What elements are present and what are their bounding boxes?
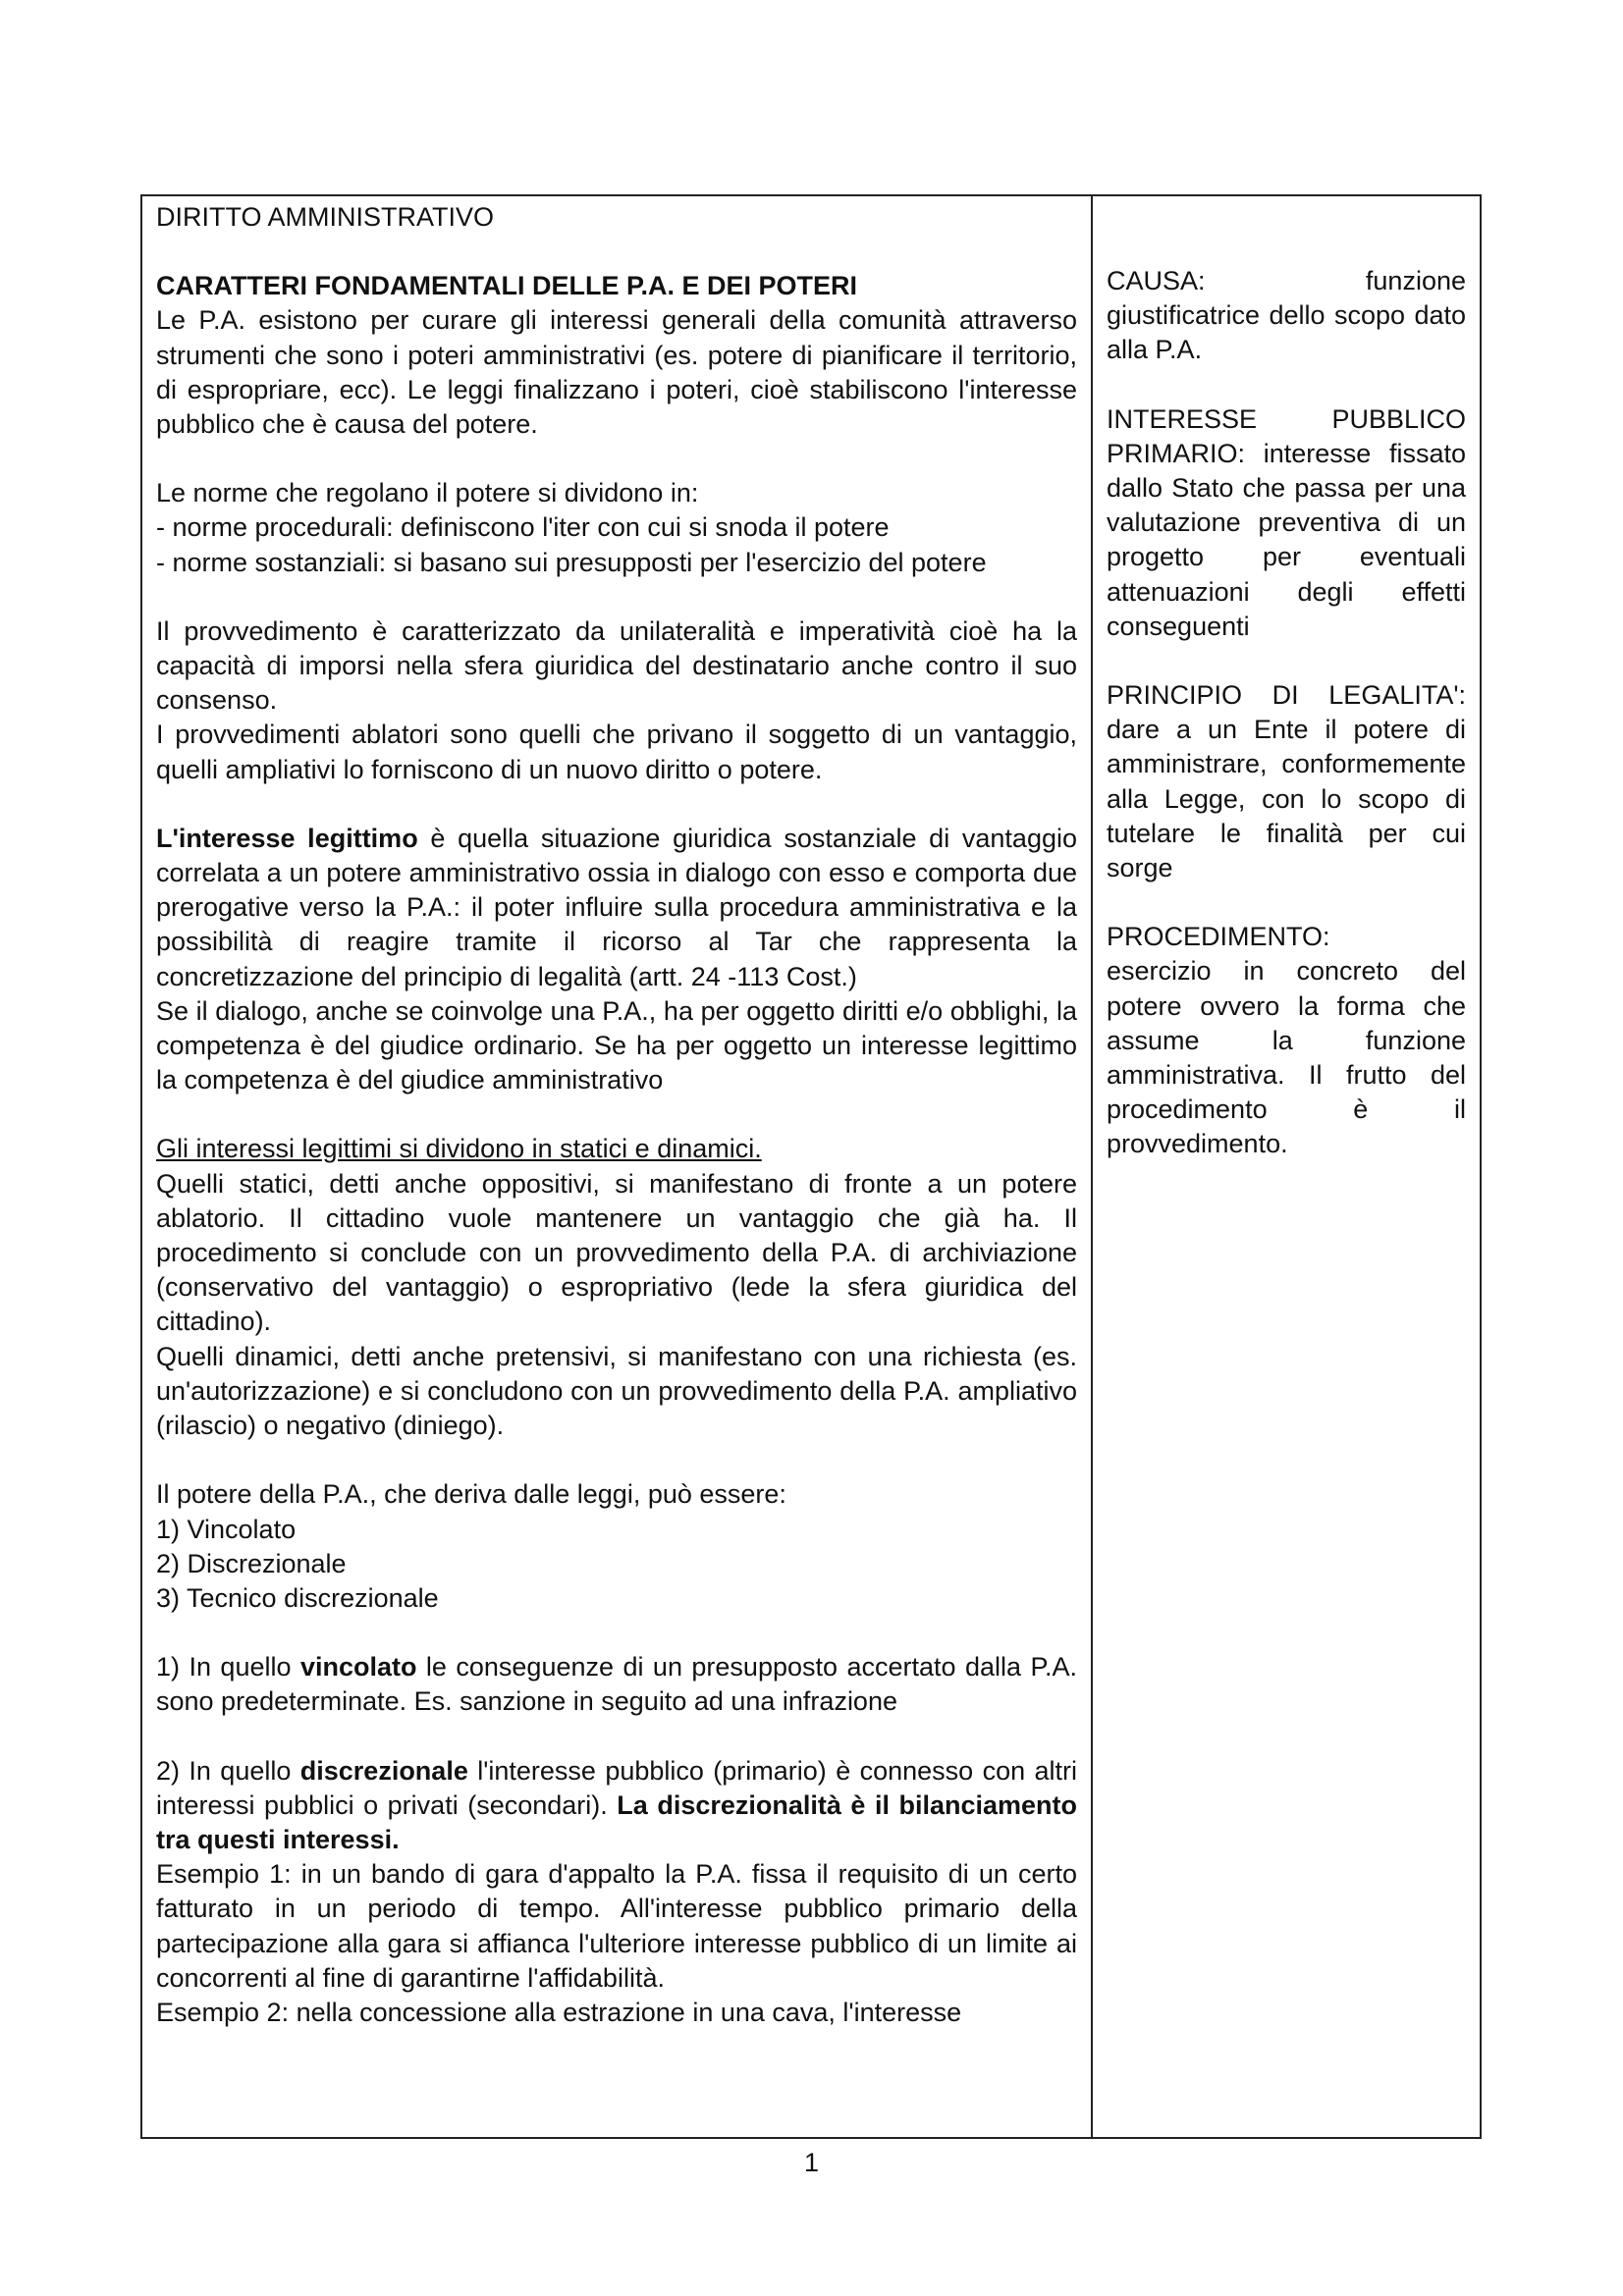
legalita-label: PRINCIPIO DI LEGALITA':	[1107, 680, 1466, 711]
causa-note	[1107, 264, 1466, 368]
discrezionale-term: discrezionale	[299, 1755, 468, 1786]
discrezionale-text: l'interesse pubblico (primario) è connesso con altri interessi pubblici o privati (secondari).	[156, 1755, 1078, 1820]
discrezionale-paragraph	[156, 1754, 1077, 1858]
ablatori-paragraph: I provvedimenti ablatori sono quelli che privano il soggetto di un vantaggio, quelli ampliativi lo forniscono di un nuovo diritto o potere.	[156, 720, 1077, 784]
vincolato-prefix: 1) In quello	[156, 1652, 300, 1682]
section-heading	[156, 269, 1077, 303]
interesse-pubblico-text-line	[1107, 402, 1466, 644]
statici-dinamici-title	[156, 1132, 1077, 1166]
interesse-legittimo-paragraph	[156, 822, 1077, 994]
procedimento-label: PROCEDIMENTO:	[1107, 922, 1330, 952]
main-column	[141, 195, 1092, 2138]
norms-procedurali: - norme procedurali: definiscono l'iter con cui si snoda il potere	[156, 512, 890, 543]
provvedimento-paragraph: Il provvedimento è caratterizzato da unilateralità e imperatività cioè ha la capacità di imporsi nella sfera giuridica del destinatario anche contro il suo consenso.	[156, 615, 1077, 716]
discrezionalita-definition: La discrezionalità è il bilanciamento tra questi interessi.	[156, 1789, 1078, 1854]
legalita-text: dare a un Ente il potere di amministrare, conformemente alla Legge, con lo scopo di tutelare le finalità per cui sorge	[1107, 715, 1466, 883]
legalita-note	[1107, 678, 1466, 885]
statici-paragraph: Quelli statici, detti anche oppositivi, si manifestano di fronte a un potere ablatorio. Il cittadino vuole mantenere un vantaggio che già ha. Il procedimento si conclude con un provvedimento della P.A. di archiviazione (conservativo del vantaggio) o espropriativo (lede la sfera giuridica del cittadino).	[156, 1168, 1077, 1337]
vincolato-paragraph	[156, 1650, 1077, 1719]
norms-sostanziali: - norme sostanziali: si basano sui presupposti per l'esercizio del potere	[156, 547, 987, 577]
potere-intro: Il potere della P.A., che deriva dalle leggi, può essere:	[156, 1479, 786, 1510]
esempio-1-paragraph: Esempio 1: in un bando di gara d'appalto la P.A. fissa il requisito di un certo fatturato in un periodo di tempo. All'interesse pubblico primario della partecipazione alla gara si affianca l'ulteriore interesse pubblico di un limite ai concorrenti al fine di garantirne l'affidabilità.	[156, 1859, 1077, 1993]
document-title: DIRITTO AMMINISTRATIVO	[156, 202, 495, 232]
potere-item-1: 1) Vincolato	[156, 1514, 297, 1544]
vincolato-text: le conseguenze di un presupposto accertato dalla P.A. sono predeterminate. Es. sanzione in seguito ad una infrazione	[156, 1652, 1077, 1717]
discrezionale-prefix: 2) In quello	[156, 1755, 300, 1786]
dinamici-paragraph: Quelli dinamici, detti anche pretensivi, si manifestano con una richiesta (es. un'autorizzazione) e si concludono con un provvedimento della P.A. ampliativo (rilascio) o negativo (diniego).	[156, 1341, 1077, 1441]
sidebar-column	[1092, 195, 1481, 2138]
interesse-legittimo-text: è quella situazione giuridica sostanziale di vantaggio correlata a un potere amministrativo ossia in dialogo con esso e comporta due prerogative verso la P.A.: il poter influire sulla procedura amministrativa e la possibilità di reagire tramite il ricorso al Tar che rappresenta la concretizzazione del principio di legalità (artt. 24 -113 Cost.)	[156, 823, 1077, 991]
vincolato-term: vincolato	[299, 1652, 417, 1682]
interesse-pubblico-note	[1107, 402, 1466, 644]
page-number: 1	[803, 2148, 820, 2177]
causa-text: funzione giustificatrice dello scopo dato alla P.A.	[1107, 266, 1466, 365]
procedimento-text: esercizio in concreto del potere ovvero la forma che assume la funzione amministrativa. Il frutto del procedimento è il provvedimento.	[1107, 956, 1466, 1159]
interesse-pubblico-label: INTERESSE PUBBLICO PRIMARIO:	[1107, 403, 1466, 468]
norms-intro: Le norme che regolano il potere si dividono in:	[156, 478, 699, 508]
competenza-paragraph: Se il dialogo, anche se coinvolge una P.A., ha per oggetto diritti e/o obblighi, la competenza è del giudice ordinario. Se ha per oggetto un interesse legittimo la competenza è del giudice amministrativo	[156, 995, 1077, 1095]
potere-item-2: 2) Discrezionale	[156, 1548, 347, 1578]
procedimento-note	[1107, 920, 1466, 1161]
intro-paragraph: Le P.A. esistono per curare gli interessi generali della comunità attraverso strumenti che sono i poteri amministrativi (es. potere di pianificare il territorio, di espropriare, ecc). Le leggi finalizzano i poteri, cioè stabiliscono l'interesse pubblico che è causa del potere.	[156, 305, 1077, 440]
interesse-legittimo-term: L'interesse legittimo	[156, 823, 418, 853]
section-heading-text: CARATTERI FONDAMENTALI DELLE P.A. E DEI POTERI	[156, 271, 858, 301]
statici-dinamici-title-text: Gli interessi legittimi si dividono in statici e dinamici.	[156, 1134, 762, 1164]
interesse-pubblico-text: interesse fissato dallo Stato che passa per una valutazione preventiva di un progetto per eventuali attenuazioni degli effetti conseguenti	[1107, 438, 1466, 641]
causa-text-line	[1107, 264, 1466, 368]
notes-table	[140, 194, 1482, 2139]
esempio-2-paragraph: Esempio 2: nella concessione alla estrazione in una cava, l'interesse	[156, 1997, 962, 2027]
potere-item-3: 3) Tecnico discrezionale	[156, 1582, 439, 1613]
causa-label: CAUSA:	[1107, 266, 1206, 295]
legalita-text-line	[1107, 678, 1466, 885]
